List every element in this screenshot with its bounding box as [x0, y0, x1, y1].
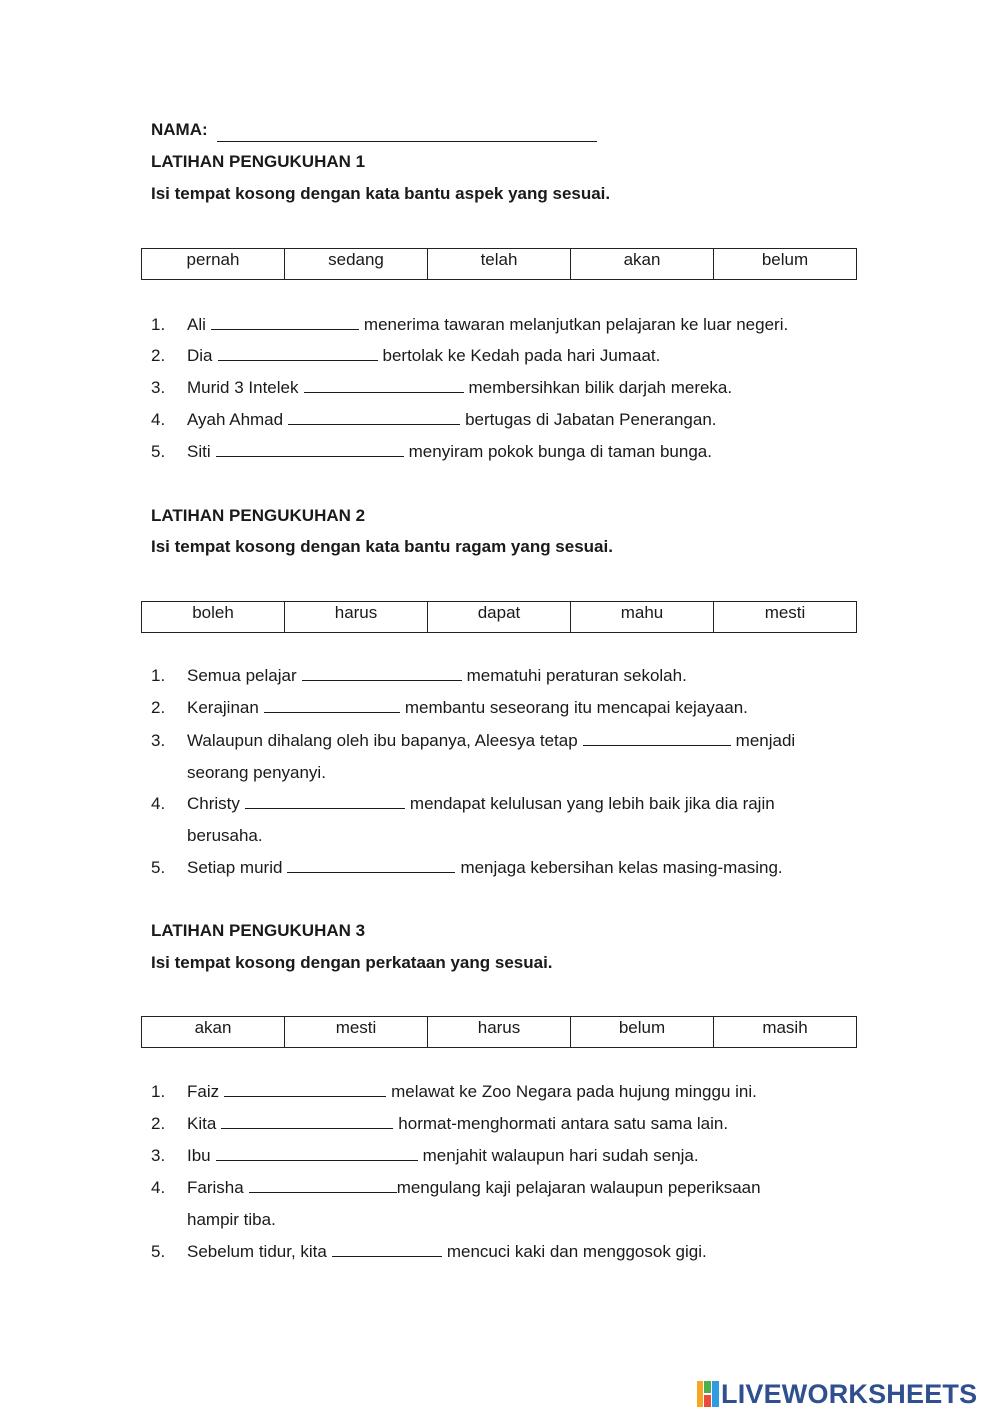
answer-blank[interactable] — [583, 745, 731, 746]
word-bank-item: harus — [428, 1017, 571, 1047]
question-text-after: mendapat kelulusan yang lebih baik jika dia rajin — [409, 794, 775, 813]
answer-blank[interactable] — [216, 1160, 418, 1161]
question-number: 3. — [151, 378, 166, 397]
section-2-instruction: Isi tempat kosong dengan kata bantu ragam yang sesuai. — [151, 537, 613, 556]
word-bank-item: mesti — [764, 603, 806, 622]
question-text-before: Siti — [187, 442, 211, 461]
word-bank-item: sedang — [285, 249, 428, 279]
question-text-before: Kerajinan — [187, 698, 259, 717]
question-number: 3. — [151, 731, 166, 750]
question-number: 4. — [151, 794, 166, 813]
question-number: 5. — [151, 858, 166, 877]
question-number: 3. — [151, 1146, 166, 1165]
word-bank-item: masih — [762, 1018, 808, 1037]
question-text-after: membantu seseorang itu mencapai kejayaan. — [404, 698, 748, 717]
question-text-before: Walaupun dihalang oleh ibu bapanya, Aleesya tetap — [187, 731, 578, 750]
word-bank-item: belum — [571, 1017, 714, 1047]
question-number: 2. — [151, 698, 166, 717]
question-number: 1. — [151, 666, 166, 685]
question-number: 4. — [151, 410, 166, 429]
answer-blank[interactable] — [221, 1128, 393, 1129]
question-text-before: Ibu — [187, 1146, 211, 1165]
question-text-before: Farisha — [187, 1178, 244, 1197]
answer-blank[interactable] — [287, 872, 455, 873]
word-bank-item: harus — [285, 602, 428, 632]
question-number: 5. — [151, 1242, 166, 1261]
name-input-line[interactable] — [217, 141, 597, 142]
question-text-after: hormat-menghormati antara satu sama lain. — [398, 1114, 729, 1133]
word-bank-item: akan — [142, 1017, 285, 1047]
question-number: 4. — [151, 1178, 166, 1197]
question-number: 1. — [151, 315, 166, 334]
section-1-title: LATIHAN PENGUKUHAN 1 — [151, 152, 366, 171]
question-text-after: menjahit walaupun hari sudah senja. — [422, 1146, 699, 1165]
answer-blank[interactable] — [245, 808, 405, 809]
question-number: 2. — [151, 346, 166, 365]
question-text-after: bertugas di Jabatan Penerangan. — [465, 410, 717, 429]
answer-blank[interactable] — [304, 392, 464, 393]
question-text-before: Semua pelajar — [187, 666, 297, 685]
question-text-before: Kita — [187, 1114, 217, 1133]
question-text-after: bertolak ke Kedah pada hari Jumaat. — [382, 346, 661, 365]
question-continuation: hampir tiba. — [187, 1210, 276, 1229]
word-bank-item: mesti — [285, 1017, 428, 1047]
question-text-before: Dia — [187, 346, 213, 365]
word-bank-item: dapat — [428, 602, 571, 632]
answer-blank[interactable] — [332, 1256, 442, 1257]
answer-blank[interactable] — [211, 329, 359, 330]
word-bank-2 — [141, 601, 857, 633]
section-3-instruction: Isi tempat kosong dengan perkataan yang sesuai. — [151, 953, 553, 972]
question-text-after: menerima tawaran melanjutkan pelajaran ke luar negeri. — [363, 315, 789, 334]
answer-blank[interactable] — [224, 1096, 386, 1097]
question-text-after: menjadi — [735, 731, 796, 750]
question-text-before: Ali — [187, 315, 206, 334]
question-text-before: Murid 3 Intelek — [187, 378, 299, 397]
question-text-after: membersihkan bilik darjah mereka. — [468, 378, 733, 397]
question-text-before: Ayah Ahmad — [187, 410, 284, 429]
liveworksheets-logo-text: LIVEWORKSHEETS — [721, 1378, 978, 1409]
answer-blank[interactable] — [216, 456, 404, 457]
question-number: 2. — [151, 1114, 166, 1133]
answer-blank[interactable] — [218, 360, 378, 361]
question-number: 5. — [151, 442, 166, 461]
word-bank-item: boleh — [142, 602, 285, 632]
question-text-before: Setiap murid — [187, 858, 283, 877]
question-text-before: Christy — [187, 794, 240, 813]
question-text-after: menyiram pokok bunga di taman bunga. — [408, 442, 712, 461]
word-bank-3 — [141, 1016, 857, 1048]
answer-blank[interactable] — [249, 1192, 397, 1193]
liveworksheets-logo — [697, 1378, 977, 1410]
word-bank-item: akan — [571, 249, 714, 279]
question-continuation: seorang penyanyi. — [187, 763, 326, 782]
word-bank-item: pernah — [142, 249, 285, 279]
question-text-after: mencuci kaki dan menggosok gigi. — [446, 1242, 707, 1261]
question-text-after: melawat ke Zoo Negara pada hujung minggu ini. — [391, 1082, 757, 1101]
liveworksheets-logo-icon — [697, 1381, 719, 1407]
question-number: 1. — [151, 1082, 166, 1101]
section-3-title: LATIHAN PENGUKUHAN 3 — [151, 921, 366, 940]
answer-blank[interactable] — [288, 424, 460, 425]
section-2-title: LATIHAN PENGUKUHAN 2 — [151, 506, 366, 525]
question-continuation: berusaha. — [187, 826, 263, 845]
word-bank-item: belum — [761, 250, 809, 269]
question-text-before: Faiz — [187, 1082, 220, 1101]
question-text-after: menjaga kebersihan kelas masing-masing. — [460, 858, 783, 877]
question-text-after: mematuhi peraturan sekolah. — [466, 666, 687, 685]
word-bank-item: mahu — [571, 602, 714, 632]
question-text-before: Sebelum tidur, kita — [187, 1242, 327, 1261]
section-1-instruction: Isi tempat kosong dengan kata bantu aspek yang sesuai. — [151, 184, 611, 203]
answer-blank[interactable] — [264, 712, 400, 713]
name-label: NAMA: — [151, 120, 208, 139]
question-text-after: mengulang kaji pelajaran walaupun peperiksaan — [396, 1178, 761, 1197]
word-bank-item: telah — [428, 249, 571, 279]
answer-blank[interactable] — [302, 680, 462, 681]
word-bank-1 — [141, 248, 857, 280]
